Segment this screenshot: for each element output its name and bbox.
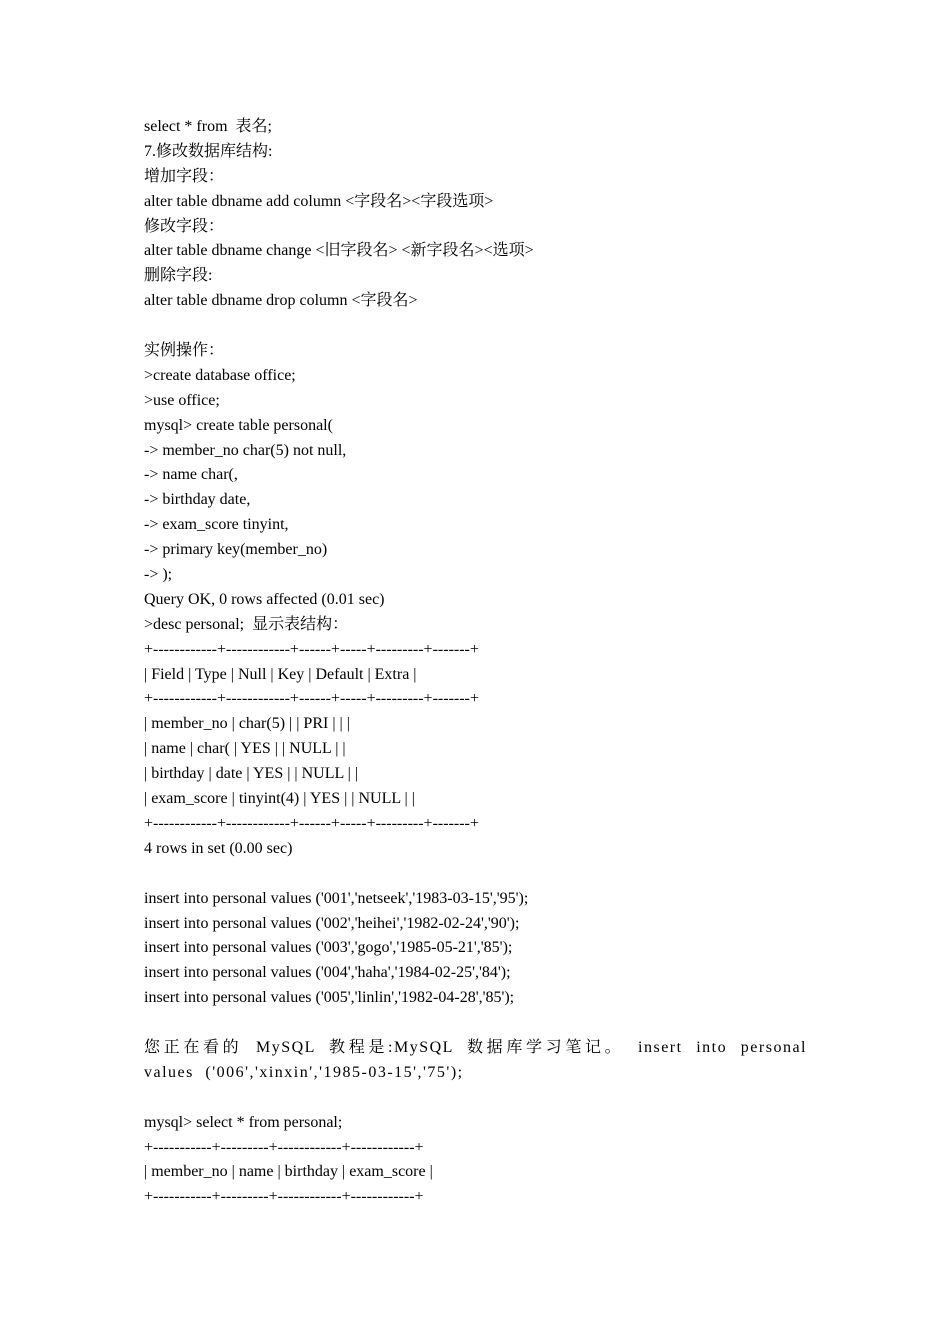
text-line: alter table dbname drop column <字段名> — [144, 292, 418, 310]
text-line: -> name char(, — [144, 466, 238, 484]
text-line: mysql> create table personal( — [144, 416, 333, 434]
text-line: -> exam_score tinyint, — [144, 516, 289, 534]
text-line: | exam_score | tinyint(4) | YES | | NULL | | — [144, 790, 415, 808]
blank-line — [144, 1086, 807, 1111]
text-line: -> ); — [144, 566, 173, 584]
text-line: >create database office; — [144, 366, 296, 384]
text-line: +-----------+---------+------------+------------+ — [144, 1138, 424, 1156]
text-line: | member_no | char(5) | | PRI | | | — [144, 715, 350, 733]
text-line: insert into personal values ('004','haha','1984-02-25','84'); — [144, 964, 511, 982]
document-page — [144, 115, 807, 1210]
text-line: -> birthday date, — [144, 491, 251, 509]
text-line: | birthday | date | YES | | NULL | | — [144, 765, 359, 783]
text-line: +------------+------------+------+-----+---------+-------+ — [144, 690, 479, 708]
text-line: select * from 表名; — [144, 118, 272, 135]
text-line: 修改字段： — [144, 217, 225, 235]
blank-line — [144, 1011, 807, 1036]
text-line: insert into personal values ('005','linlin','1982-04-28','85'); — [144, 989, 515, 1007]
document-lines-bottom — [144, 1086, 807, 1210]
text-line: >desc personal; 显示表结构： — [144, 615, 349, 633]
tutorial-paragraph: 您正在看的 MySQL 教程是:MySQL 数据库学习笔记。 insert into personal values ('006','xinxin','1985-03-15','75'); — [144, 1038, 807, 1081]
text-line: +------------+------------+------+-----+---------+-------+ — [144, 814, 479, 832]
text-line: >use office; — [144, 391, 220, 409]
text-line: insert into personal values ('001','netseek','1983-03-15','95'); — [144, 889, 529, 907]
text-line: 删除字段: — [144, 267, 213, 285]
text-line: | member_no | name | birthday | exam_score | — [144, 1163, 433, 1181]
document-lines-top — [144, 115, 807, 1036]
text-line: +------------+------------+------+-----+---------+-------+ — [144, 640, 479, 658]
text-line: +-----------+---------+------------+------------+ — [144, 1188, 424, 1206]
text-line: mysql> select * from personal; — [144, 1113, 343, 1131]
text-line: | name | char( | YES | | NULL | | — [144, 740, 346, 758]
text-line: -> primary key(member_no) — [144, 541, 328, 559]
blank-line — [144, 862, 807, 887]
blank-line — [144, 314, 807, 339]
text-line: alter table dbname change <旧字段名> <新字段名><选项> — [144, 242, 534, 260]
text-line: insert into personal values ('003','gogo','1985-05-21','85'); — [144, 939, 513, 957]
text-line: -> member_no char(5) not null, — [144, 441, 347, 459]
text-line: 7.修改数据库结构: — [144, 142, 273, 160]
text-line: | Field | Type | Null | Key | Default | Extra | — [144, 665, 417, 683]
text-line: 4 rows in set (0.00 sec) — [144, 839, 293, 857]
text-line: Query OK, 0 rows affected (0.01 sec) — [144, 590, 385, 608]
text-line: insert into personal values ('002','heihei','1982-02-24','90'); — [144, 914, 520, 932]
text-line: 实例操作： — [144, 342, 225, 360]
text-line: alter table dbname add column <字段名><字段选项> — [144, 192, 494, 210]
text-line: 增加字段： — [144, 167, 225, 185]
